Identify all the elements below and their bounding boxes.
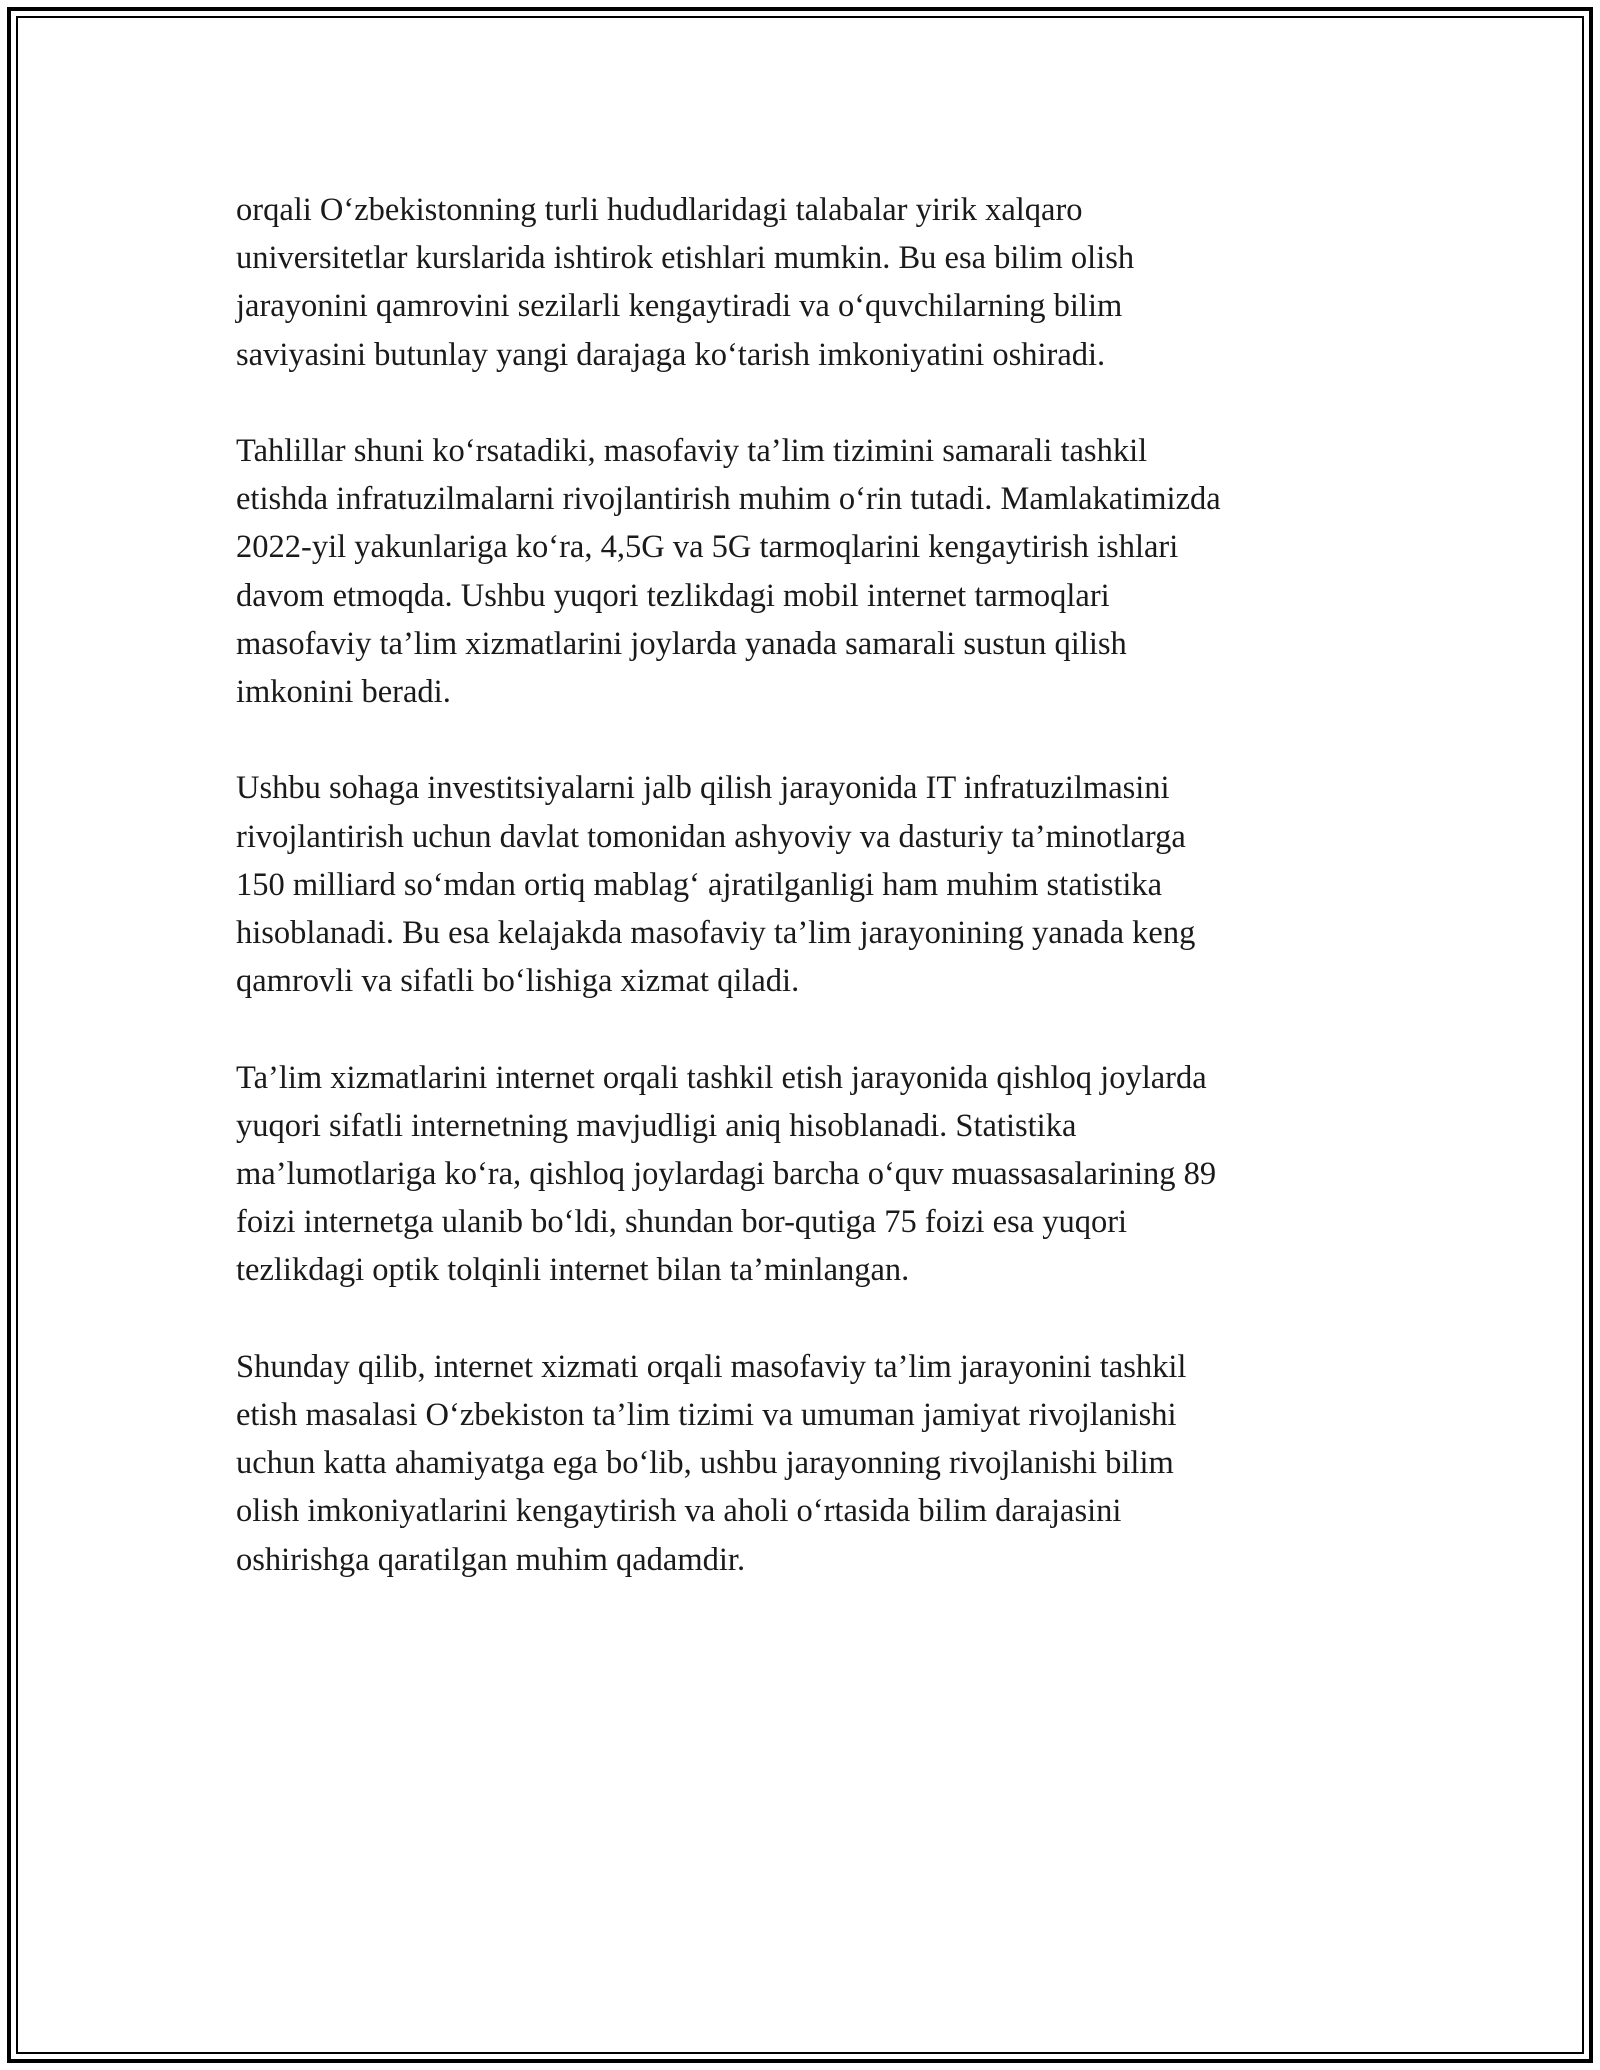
paragraph-1: orqali O‘zbekistonning turli hududlaridagi talabalar yirik xalqaro universitetlar kurslarida ishtirok etishlari mumkin. Bu esa bilim olish jarayonini qamrovini sezilarli kengaytiradi va o‘quvchilarning bilim saviyasini butunlay yangi darajaga ko‘tarish imkoniyatini oshiradi. (236, 192, 1135, 373)
paragraph-3: Ushbu sohaga investitsiyalarni jalb qilish jarayonida IT infratuzilmasini rivojlantirish uchun davlat tomonidan ashyoviy va dasturiy ta’minotlarga 150 milliard so‘mdan ortiq mablag‘ ajratilganligi ham muhim statistika hisoblanadi. Bu esa kelajakda masofaviy ta’lim jarayonining yanada keng qamrovli va sifatli bo‘lishiga xizmat qiladi. (236, 770, 1196, 1000)
paragraph-4: Ta’lim xizmatlarini internet orqali tashkil etish jarayonida qishloq joylarda yuqori sifatli internetning mavjudligi aniq hisoblanadi. Statistika ma’lumotlariga ko‘ra, qishloq joylardagi barcha o‘quv muassasalarining 89 foizi internetga ulanib bo‘ldi, shundan bor-qutiga 75 foizi esa yuqori tezlikdagi optik tolqinli internet bilan ta’minlangan. (236, 1059, 1217, 1289)
paragraph-5: Shunday qilib, internet xizmati orqali masofaviy ta’lim jarayonini tashkil etish masalasi O‘zbekiston ta’lim tizimi va umuman jamiyat rivojlanishi uchun katta ahamiyatga ega bo‘lib, ushbu jarayonning rivojlanishi bilim olish imkoniyatlarini kengaytirish va aholi o‘rtasida bilim darajasini oshirishga qaratilgan muhim qadamdir. (236, 1348, 1187, 1578)
paragraph-2: Tahlillar shuni ko‘rsatadiki, masofaviy ta’lim tizimini samarali tashkil etishda infratuzilmalarni rivojlantirish muhim o‘rin tutadi. Mamlakatimizda 2022-yil yakunlariga ko‘ra, 4,5G va 5G tarmoqlarini kengaytirish ishlari davom etmoqda. Ushbu yuqori tezlikdagi mobil internet tarmoqlari masofaviy ta’lim xizmatlarini joylarda yanada samarali sustun qilish imkonini beradi. (236, 433, 1221, 711)
document-body (236, 186, 1366, 1632)
